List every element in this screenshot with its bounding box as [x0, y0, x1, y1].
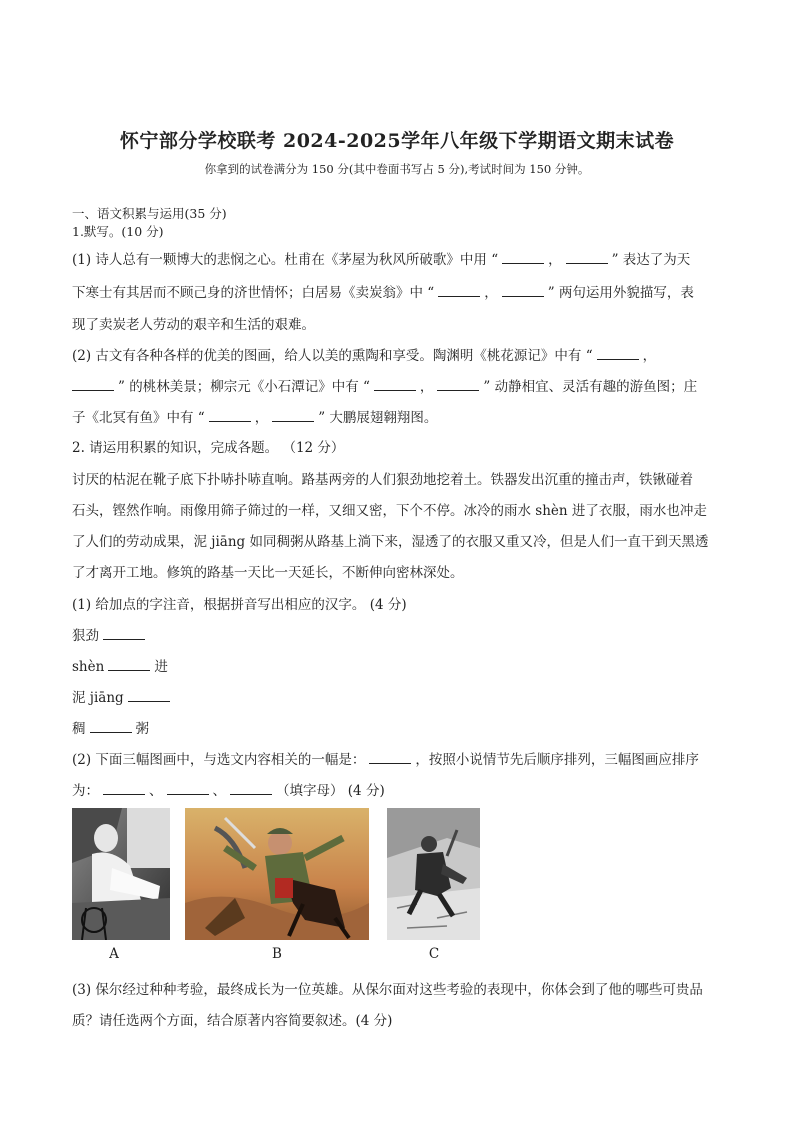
passage-line: 了人们的劳动成果，泥 jiāng 如同稠粥从路基上淌下来，湿透了的衣服又重又冷，但是人们一直干到天黑透 [72, 534, 709, 550]
q2-sub1-item4: 稠 粥 [72, 721, 149, 737]
answer-blank[interactable] [90, 720, 132, 733]
illustration-c [387, 808, 480, 940]
q2-sub2-line1: (2) 下面三幅图画中，与选文内容相关的一幅是： ，按照小说情节先后顺序排列，三幅图画应排序 [72, 752, 699, 768]
q2-sub2-line2: 为： 、 、 （填字母） (4 分) [72, 783, 385, 799]
q2-sub1-item3: 泥 jiāng [72, 686, 174, 706]
page-title: 怀宁部分学校联考 2024-2025学年八年级下学期语文期末试卷 [119, 130, 675, 152]
q2-sub1-label: (1) 给加点的字注音，根据拼音写出相应的汉字。 (4 分) [72, 597, 407, 613]
answer-blank[interactable] [502, 251, 544, 264]
answer-blank[interactable] [167, 782, 209, 795]
question-1-label: 1.默写。(10 分) [72, 224, 164, 239]
q2-sub3-line1: (3) 保尔经过种种考验，最终成长为一位英雄。从保尔面对这些考验的表现中，你体会到了他的哪些可贵品 [72, 982, 703, 998]
answer-blank[interactable] [128, 689, 170, 702]
caption-c: C [428, 946, 440, 962]
illustration-a [72, 808, 170, 940]
q2-sub1-item2: shèn 进 [72, 659, 168, 675]
answer-blank[interactable] [374, 378, 416, 391]
answer-blank[interactable] [272, 409, 314, 422]
q2-sub3-line2: 质？请任选两个方面，结合原著内容简要叙述。(4 分) [72, 1013, 393, 1029]
q2-sub1-item1: 狠劲 [72, 624, 149, 644]
answer-blank[interactable] [502, 284, 544, 297]
answer-blank[interactable] [437, 378, 479, 391]
caption-b: B [272, 946, 282, 962]
q1-part1-line2: 下寒士有其居而不顾己身的济世情怀；白居易《卖炭翁》中 “ ， ” 两句运用外貌描写，表 [72, 285, 694, 301]
q1-part1-line3: 现了卖炭老人劳动的艰辛和生活的艰难。 [72, 317, 315, 333]
answer-blank[interactable] [566, 251, 608, 264]
question-2-label: 2. 请运用积累的知识，完成各题。 （12 分） [72, 440, 345, 456]
passage-line: 讨厌的枯泥在靴子底下扑哧扑哧直响。路基两旁的人们狠劲地挖着土。铁器发出沉重的撞击声，铁锹碰着 [72, 472, 693, 488]
q1-part2-line2: ” 的桃林美景；柳宗元《小石潭记》中有 “ ， ” 动静相宜、灵活有趣的游鱼图；庄 [72, 375, 697, 395]
illustration-b [185, 808, 369, 940]
passage-line: 石头，铿然作响。雨像用筛子筛过的一样，又细又密，下个不停。冰冷的雨水 shèn 进了衣服，雨水也冲走 [72, 503, 707, 519]
answer-blank[interactable] [438, 284, 480, 297]
answer-blank[interactable] [103, 782, 145, 795]
answer-blank[interactable] [230, 782, 272, 795]
section-heading: 一、语文积累与运用(35 分) [72, 206, 227, 221]
answer-blank[interactable] [108, 658, 150, 671]
answer-blank[interactable] [103, 627, 145, 640]
answer-blank[interactable] [209, 409, 251, 422]
q1-part1-line1: (1) 诗人总有一颗博大的悲悯之心。杜甫在《茅屋为秋风所破歌》中用 “ ， ” 表达了为天 [72, 252, 691, 268]
answer-blank[interactable] [72, 378, 114, 391]
passage-line: 了才离开工地。修筑的路基一天比一天延长，不断伸向密林深处。 [72, 565, 464, 581]
answer-blank[interactable] [369, 751, 411, 764]
q1-part2-line1: (2) 古文有各种各样的优美的图画，给人以美的熏陶和享受。陶渊明《桃花源记》中有 “ ， [72, 348, 657, 364]
q1-part2-line3: 子《北冥有鱼》中有 “ ， ” 大鹏展翅翱翔图。 [72, 410, 438, 426]
answer-blank[interactable] [597, 347, 639, 360]
page-subtitle: 你拿到的试卷满分为 150 分(其中卷面书写占 5 分),考试时间为 150 分钟。 [204, 162, 590, 176]
caption-a: A [109, 946, 119, 962]
